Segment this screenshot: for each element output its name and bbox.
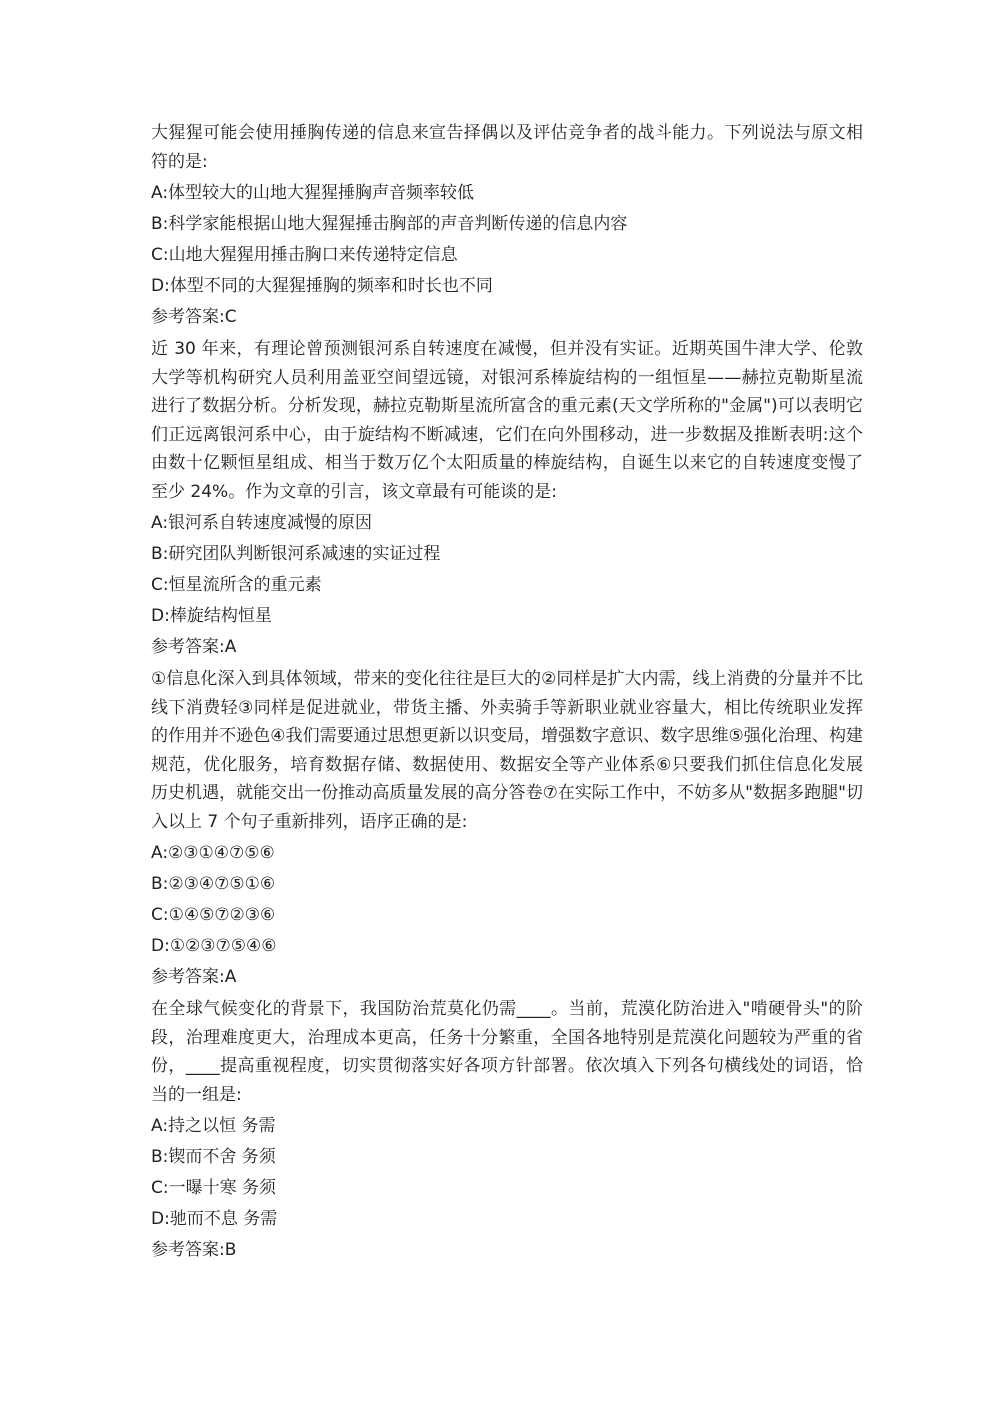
option-c: C:山地大猩猩用捶击胸口来传递特定信息: [151, 245, 458, 265]
option-a: A:持之以恒 务需: [151, 1116, 276, 1136]
reference-answer: 参考答案:A: [151, 967, 237, 987]
option-d: D:体型不同的大猩猩捶胸的频率和时长也不同: [151, 276, 493, 296]
document-page: [151, 119, 863, 1268]
option-d: D:棒旋结构恒星: [151, 606, 272, 626]
reference-answer: 参考答案:A: [151, 637, 237, 657]
question-stem: 近 30 年来，有理论曾预测银河系自转速度在减慢，但并没有实证。近期英国牛津大学、伦敦大学等机构研究人员利用盖亚空间望远镜，对银河系棒旋结构的一组恒星——赫拉克勒斯星流进行了数据分析。分析发现，赫拉克勒斯星流所富含的重元素(天文学所称的"金属")可以表明它们正远离银河系中心，由于旋结构不断减速，它们在向外围移动，进一步数据及推断表明:这个由数十亿颗恒星组成、相当于数万亿个太阳质量的棒旋结构，自诞生以来它的自转速度变慢了至少 24%。作为文章的引言，该文章最有可能谈的是:: [151, 339, 863, 502]
option-a: A:体型较大的山地大猩猩捶胸声音频率较低: [151, 183, 475, 203]
reference-answer: 参考答案:C: [151, 307, 237, 327]
reference-answer: 参考答案:B: [151, 1240, 237, 1260]
option-d: D:①②③⑦⑤④⑥: [151, 936, 277, 956]
question-stem: 在全球气候变化的背景下，我国防治荒莫化仍需____。当前，荒漠化防治进入"啃硬骨头"的阶段，治理难度更大，治理成本更高，任务十分繁重，全国各地特别是荒漠化问题较为严重的省份，____提高重视程度，切实贯彻落实好各项方针部署。依次填入下列各句横线处的词语，恰当的一组是:: [151, 999, 863, 1105]
option-c: C:恒星流所含的重元素: [151, 575, 322, 595]
option-a: A:银河系自转速度减慢的原因: [151, 513, 373, 533]
question-4: [151, 995, 863, 1266]
question-stem: 大猩猩可能会使用捶胸传递的信息来宣告择偶以及评估竞争者的战斗能力。下列说法与原文相符的是:: [151, 123, 863, 172]
question-3: [151, 665, 863, 993]
question-stem: ①信息化深入到具体领域，带来的变化往往是巨大的②同样是扩大内需，线上消费的分量并不比线下消费轻③同样是促进就业，带货主播、外卖骑手等新职业就业容量大，相比传统职业发挥的作用并不逊色④我们需要通过思想更新以识变局，增强数字意识、数字思维⑤强化治理、构建规范，优化服务，培育数据存储、数据使用、数据安全等产业体系⑥只要我们抓住信息化发展历史机遇，就能交出一份推动高质量发展的高分答卷⑦在实际工作中，不妨多从"数据多跑腿"切入以上 7 个句子重新排列，语序正确的是:: [151, 669, 863, 832]
option-a: A:②③①④⑦⑤⑥: [151, 843, 275, 863]
option-b: B:②③④⑦⑤①⑥: [151, 874, 276, 894]
option-d: D:驰而不息 务需: [151, 1209, 278, 1229]
option-b: B:研究团队判断银河系减速的实证过程: [151, 544, 441, 564]
question-1: [151, 119, 863, 333]
option-b: B:科学家能根据山地大猩猩捶击胸部的声音判断传递的信息内容: [151, 214, 628, 234]
option-c: C:①④⑤⑦②③⑥: [151, 905, 276, 925]
option-c: C:一曝十寒 务须: [151, 1178, 277, 1198]
option-b: B:锲而不舍 务须: [151, 1147, 276, 1167]
question-2: [151, 335, 863, 663]
